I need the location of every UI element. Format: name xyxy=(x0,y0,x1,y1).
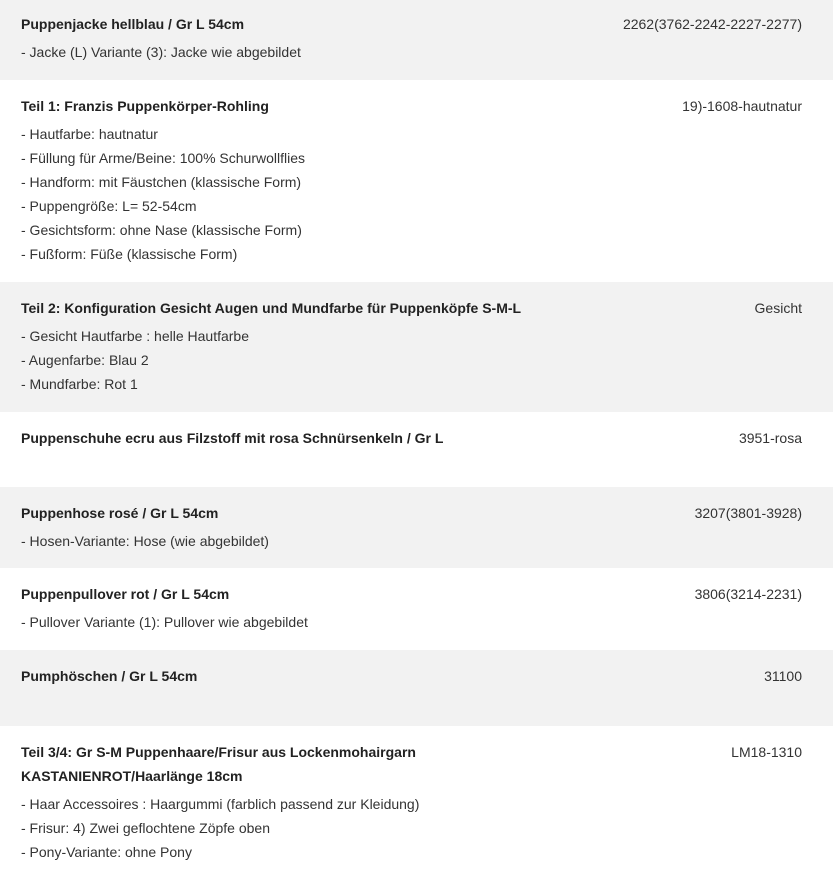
item-title: Teil 2: Konfiguration Gesicht Augen und Mundfarbe für Puppenköpfe S-M-L xyxy=(21,300,522,316)
item-option: - Gesicht Hautfarbe : helle Hautfarbe xyxy=(21,328,250,344)
order-item-row xyxy=(0,80,833,282)
item-option: - Augenfarbe: Blau 2 xyxy=(21,352,149,368)
item-sku: Gesicht xyxy=(754,300,802,316)
item-sku: 3207(3801-3928) xyxy=(694,505,802,521)
item-details xyxy=(21,740,461,864)
item-sku: 19)-1608-hautnatur xyxy=(682,98,802,114)
item-details xyxy=(21,426,719,450)
item-details xyxy=(21,582,675,634)
item-option: - Fußform: Füße (klassische Form) xyxy=(21,246,238,262)
item-option: - Hautfarbe: hautnatur xyxy=(21,126,158,142)
item-sku: 3806(3214-2231) xyxy=(694,586,802,602)
item-sku: 3951-rosa xyxy=(738,430,802,446)
item-options xyxy=(21,792,461,864)
item-details xyxy=(21,664,744,688)
item-sku: LM18-1310 xyxy=(731,744,802,760)
item-details xyxy=(21,501,675,553)
item-title: Puppenschuhe ecru aus Filzstoff mit rosa Schnürsenkeln / Gr L xyxy=(21,430,444,446)
item-option: - Jacke (L) Variante (3): Jacke wie abgebildet xyxy=(21,44,301,60)
item-option: - Haar Accessoires : Haargummi (farblich passend zur Kleidung) xyxy=(21,796,420,812)
item-title: Teil 3/4: Gr S-M Puppenhaare/Frisur aus Lockenmohairgarn KASTANIENROT/Haarlänge 18cm xyxy=(21,744,416,784)
item-option: - Pullover Variante (1): Pullover wie abgebildet xyxy=(21,614,308,630)
item-sku: 2262(3762-2242-2227-2277) xyxy=(622,16,802,32)
item-details xyxy=(21,296,735,396)
item-sku: 31100 xyxy=(764,668,802,684)
order-item-row xyxy=(0,282,833,412)
order-item-row xyxy=(0,726,833,881)
order-item-row xyxy=(0,487,833,568)
item-option: - Füllung für Arme/Beine: 100% Schurwollflies xyxy=(21,150,306,166)
item-option: - Gesichtsform: ohne Nase (klassische Form) xyxy=(21,222,302,238)
item-options xyxy=(21,122,662,266)
item-options xyxy=(21,324,735,396)
order-item-row xyxy=(0,568,833,650)
order-item-row xyxy=(0,650,833,726)
item-option: - Frisur: 4) Zwei geflochtene Zöpfe oben xyxy=(21,820,271,836)
item-details xyxy=(21,94,662,266)
item-option: - Handform: mit Fäustchen (klassische Form) xyxy=(21,174,302,190)
item-options xyxy=(21,610,675,634)
item-options xyxy=(21,40,603,64)
item-details xyxy=(21,12,603,64)
item-option: - Hosen-Variante: Hose (wie abgebildet) xyxy=(21,533,269,549)
item-title: Puppenpullover rot / Gr L 54cm xyxy=(21,586,230,602)
order-item-row xyxy=(0,0,833,80)
item-title: Teil 1: Franzis Puppenkörper-Rohling xyxy=(21,98,269,114)
order-item-row xyxy=(0,412,833,487)
item-options xyxy=(21,529,675,553)
item-option: - Puppengröße: L= 52-54cm xyxy=(21,198,197,214)
item-title: Pumphöschen / Gr L 54cm xyxy=(21,668,198,684)
item-option: - Mundfarbe: Rot 1 xyxy=(21,376,138,392)
item-option: - Pony-Variante: ohne Pony xyxy=(21,844,192,860)
item-title: Puppenhose rosé / Gr L 54cm xyxy=(21,505,219,521)
item-title: Puppenjacke hellblau / Gr L 54cm xyxy=(21,16,245,32)
